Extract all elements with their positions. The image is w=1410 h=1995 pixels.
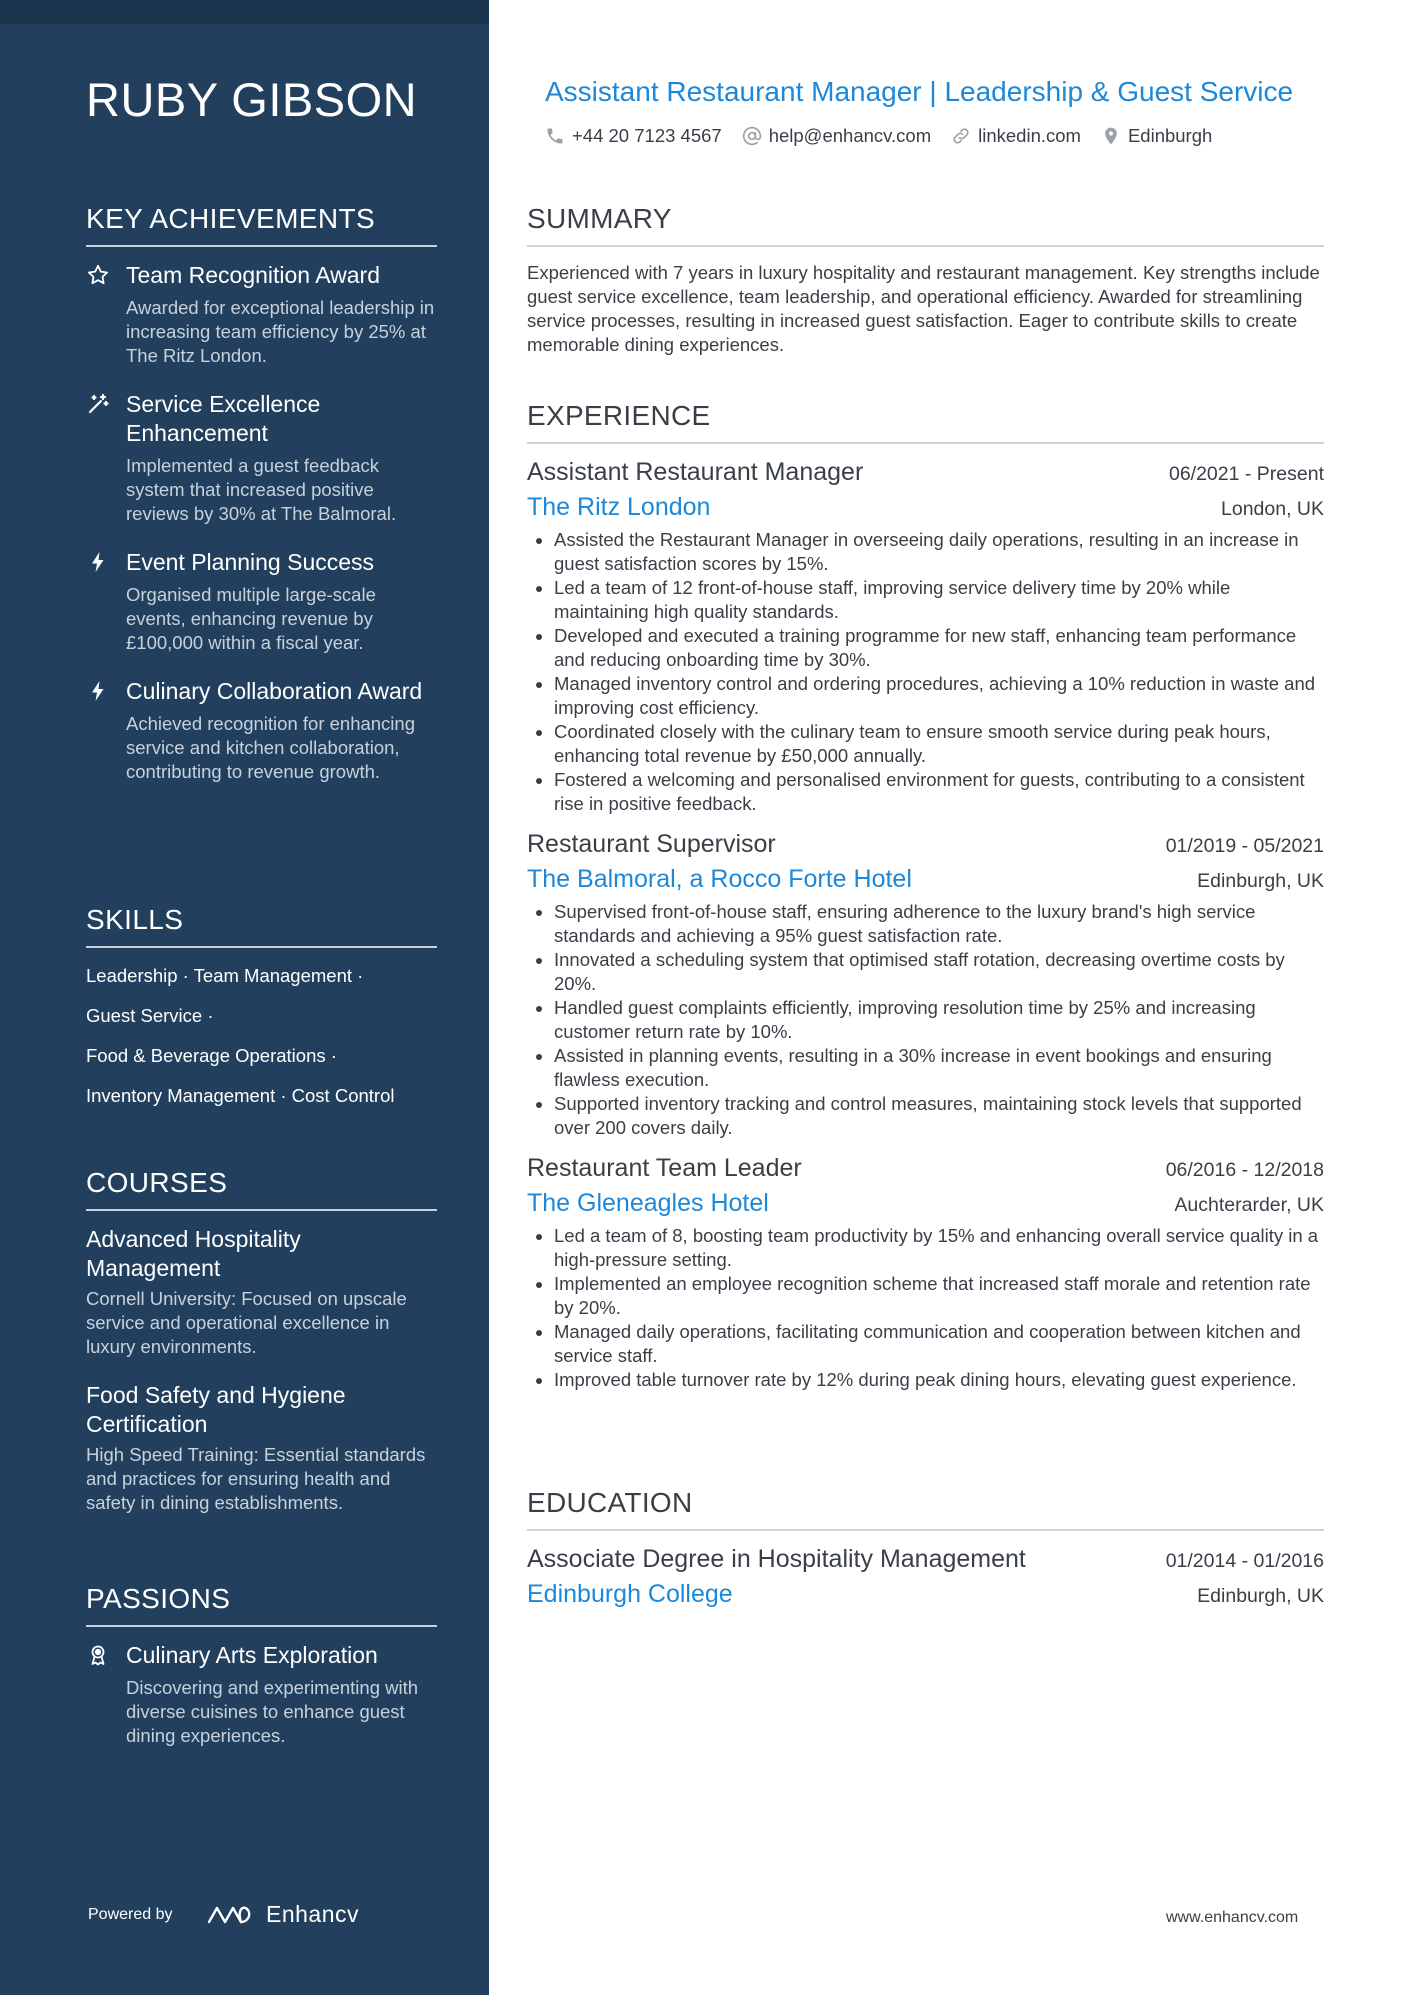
education-title: EDUCATION <box>527 1487 1324 1531</box>
degree-name: Associate Degree in Hospitality Management <box>527 1545 1026 1573</box>
summary-title: SUMMARY <box>527 203 1324 247</box>
education-dates: 01/2014 - 01/2016 <box>1165 1550 1324 1572</box>
summary-text: Experienced with 7 years in luxury hospitality and restaurant management. Key strengths include guest service excellence, team leadership, and operational efficiency. Awarded for streamlining service processes, resulting in increased guest satisfaction. Eager to contribute skills to create memorable dining experiences. <box>527 262 1320 355</box>
job-bullets <box>527 528 1324 816</box>
key-achievements-title: KEY ACHIEVEMENTS <box>86 203 437 247</box>
courses-section <box>86 1167 437 1537</box>
passion-title: Culinary Arts Exploration <box>126 1642 378 1668</box>
company-name: The Gleneagles Hotel <box>527 1189 769 1217</box>
course-title: Food Safety and Hygiene Certification <box>86 1382 346 1437</box>
footer-website-link[interactable]: www.enhancv.com <box>1166 1909 1299 1926</box>
contact-email[interactable] <box>742 125 931 147</box>
contact-bar <box>545 125 1232 147</box>
phone-text: +44 20 7123 4567 <box>572 125 722 146</box>
course-title: Advanced Hospitality Management <box>86 1226 301 1281</box>
magic-wand-icon <box>86 392 110 416</box>
job-entry <box>527 830 1324 1140</box>
achievement-title: Culinary Collaboration Award <box>126 678 423 704</box>
skill-row: Leadership · Team Management · <box>86 965 364 986</box>
headline: Assistant Restaurant Manager | Leadership & Guest Service <box>545 76 1294 107</box>
skills-title: SKILLS <box>86 904 437 948</box>
job-location: Edinburgh, UK <box>1197 870 1324 892</box>
job-bullet: • Assisted in planning events, resulting in a 30% increase in event bookings and ensuring flawless execution. <box>554 1044 1324 1092</box>
job-bullet: • Implemented an employee recognition scheme that increased staff morale and retention rate by 20%. <box>554 1272 1324 1320</box>
job-location: London, UK <box>1221 498 1324 520</box>
job-bullet: • Developed and executed a training programme for new staff, enhancing team performance and reducing onboarding time by 30%. <box>554 624 1324 672</box>
achievement-description: Implemented a guest feedback system that increased positive reviews by 30% at The Balmoral. <box>126 455 397 524</box>
achievement-title: Event Planning Success <box>126 549 375 575</box>
education-section <box>527 1487 1324 1609</box>
sidebar <box>0 0 489 1995</box>
job-bullet: • Supported inventory tracking and control measures, maintaining stock levels that supported over 200 covers daily. <box>554 1092 1324 1140</box>
course-item <box>86 1381 437 1515</box>
course-description: High Speed Training: Essential standards and practices for ensuring health and safety in dining establishments. <box>86 1444 426 1513</box>
candidate-name: RUBY GIBSON <box>86 73 418 126</box>
job-bullet: • Fostered a welcoming and personalised environment for guests, contributing to a consistent rise in positive feedback. <box>554 768 1324 816</box>
lightning-icon <box>86 550 110 574</box>
sidebar-top-bar <box>0 0 489 24</box>
achievement-description: Awarded for exceptional leadership in increasing team efficiency by 25% at The Ritz London. <box>126 297 435 366</box>
passion-description: Discovering and experimenting with diverse cuisines to enhance guest dining experiences. <box>126 1677 419 1746</box>
skill-row: Guest Service · <box>86 1005 214 1026</box>
achievement-description: Achieved recognition for enhancing service and kitchen collaboration, contributing to revenue growth. <box>126 713 415 782</box>
job-dates: 01/2019 - 05/2021 <box>1165 835 1324 857</box>
star-icon <box>86 263 110 287</box>
job-bullet: • Managed daily operations, facilitating communication and cooperation between kitchen and service staff. <box>554 1320 1324 1368</box>
achievement-title: Service Excellence Enhancement <box>126 391 321 446</box>
enhancv-logo-icon <box>206 1900 254 1930</box>
job-bullet: • Supervised front-of-house staff, ensuring adherence to the luxury brand's high service standards and achieving a 95% guest satisfaction rate. <box>554 900 1324 948</box>
email-text: help@enhancv.com <box>768 125 932 146</box>
job-bullets <box>527 900 1324 1140</box>
education-location: Edinburgh, UK <box>1197 1585 1324 1607</box>
job-title: Restaurant Supervisor <box>527 830 776 858</box>
contact-location <box>1101 125 1212 147</box>
job-bullet: • Led a team of 8, boosting team productivity by 15% and enhancing overall service quality in a high-pressure setting. <box>554 1224 1324 1272</box>
job-dates: 06/2016 - 12/2018 <box>1165 1159 1324 1181</box>
job-title: Restaurant Team Leader <box>527 1154 802 1182</box>
at-sign-icon <box>742 126 762 146</box>
experience-section <box>527 400 1324 1406</box>
job-location: Auchterarder, UK <box>1174 1194 1324 1216</box>
experience-title: EXPERIENCE <box>527 400 1324 444</box>
passions-title: PASSIONS <box>86 1583 437 1627</box>
achievement-description: Organised multiple large-scale events, enhancing revenue by £100,000 within a fiscal year. <box>126 584 376 653</box>
enhancv-brand: Enhancv <box>266 1901 360 1927</box>
key-achievements-section <box>86 203 437 806</box>
skill-row: Inventory Management · Cost Control <box>86 1085 395 1106</box>
passions-section <box>86 1583 437 1770</box>
skills-section <box>86 904 437 1124</box>
course-description: Cornell University: Focused on upscale service and operational excellence in luxury environments. <box>86 1288 407 1357</box>
job-title: Assistant Restaurant Manager <box>527 458 864 486</box>
achievement-item <box>86 548 437 655</box>
powered-by-label: Powered by <box>88 1906 173 1923</box>
lightning-icon <box>86 679 110 703</box>
company-name: The Ritz London <box>527 493 711 521</box>
award-ribbon-icon <box>86 1643 110 1667</box>
job-entry <box>527 1154 1324 1392</box>
job-bullet: • Managed inventory control and ordering procedures, achieving a 10% reduction in waste and improving cost efficiency. <box>554 672 1324 720</box>
job-bullet: • Led a team of 12 front-of-house staff, improving service delivery time by 20% while maintaining high quality standards. <box>554 576 1324 624</box>
job-bullet: • Innovated a scheduling system that optimised staff rotation, decreasing overtime costs by 20%. <box>554 948 1324 996</box>
job-bullets <box>527 1224 1324 1392</box>
school-name: Edinburgh College <box>527 1580 733 1608</box>
passion-item <box>86 1641 437 1748</box>
summary-section <box>527 203 1324 357</box>
job-entry <box>527 458 1324 816</box>
job-bullet: • Handled guest complaints efficiently, improving resolution time by 25% and increasing customer return rate by 10%. <box>554 996 1324 1044</box>
contact-phone[interactable] <box>545 125 722 147</box>
courses-title: COURSES <box>86 1167 437 1211</box>
link-icon <box>951 126 971 146</box>
skill-row: Food & Beverage Operations · <box>86 1045 337 1066</box>
achievement-item <box>86 677 437 784</box>
job-bullet: • Improved table turnover rate by 12% during peak dining hours, elevating guest experience. <box>554 1368 1324 1392</box>
company-name: The Balmoral, a Rocco Forte Hotel <box>527 865 912 893</box>
achievement-item <box>86 390 437 526</box>
achievement-title: Team Recognition Award <box>126 262 380 288</box>
phone-icon <box>545 126 565 146</box>
course-item <box>86 1225 437 1359</box>
job-dates: 06/2021 - Present <box>1168 463 1324 485</box>
achievement-item <box>86 261 437 368</box>
contact-linkedin[interactable] <box>951 125 1081 147</box>
job-bullet: • Coordinated closely with the culinary team to ensure smooth service during peak hours, enhancing total revenue by £50,000 annually. <box>554 720 1324 768</box>
location-text: Edinburgh <box>1127 125 1213 146</box>
location-pin-icon <box>1101 126 1121 146</box>
job-bullet: • Assisted the Restaurant Manager in overseeing daily operations, resulting in an increase in guest satisfaction scores by 15%. <box>554 528 1324 576</box>
linkedin-text: linkedin.com <box>978 125 1081 146</box>
